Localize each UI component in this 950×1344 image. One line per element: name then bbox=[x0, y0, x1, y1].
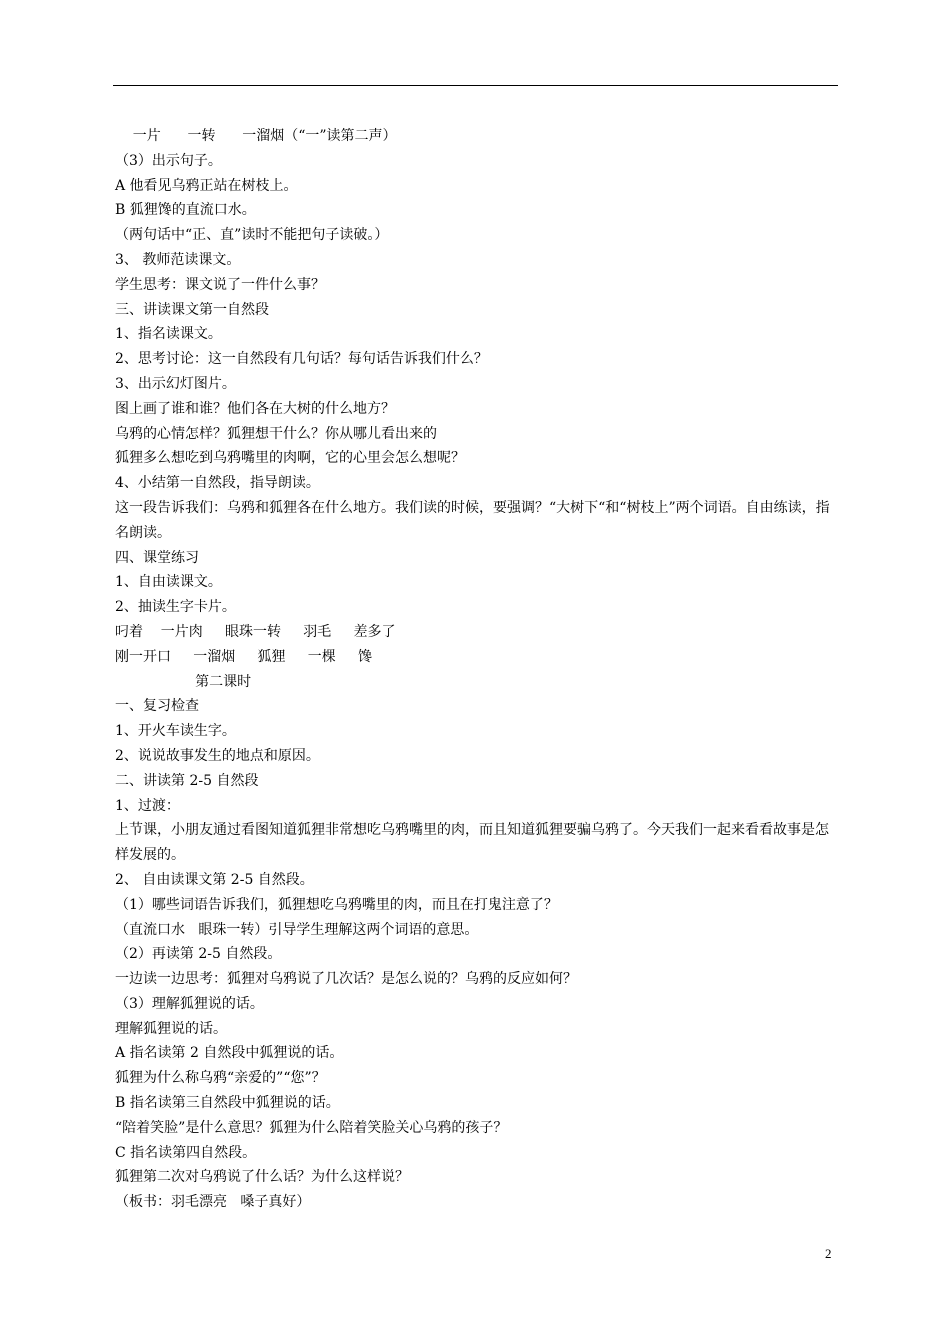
text-line: 2、 自由读课文第 2-5 自然段。 bbox=[115, 871, 314, 888]
text-line: 四、课堂练习 bbox=[115, 549, 199, 566]
text-line: （3）出示句子。 bbox=[115, 152, 222, 169]
text-line: 一、复习检查 bbox=[115, 698, 199, 715]
text-line: 狐狸第二次对乌鸦说了什么话？为什么这样说？ bbox=[115, 1169, 409, 1186]
text-line: 图上画了谁和谁？他们各在大树的什么地方？ bbox=[115, 400, 395, 417]
text-line: 3、 教师范读课文。 bbox=[115, 251, 241, 268]
text-line: 2、抽读生字卡片。 bbox=[115, 599, 236, 616]
text-line: B 指名读第三自然段中狐狸说的话。 bbox=[115, 1095, 340, 1112]
text-line: 这一段告诉我们：乌鸦和狐狸各在什么地方。我们读的时候，要强调？“大树下“和“树枝上”两个词语。自由练读，指名朗读。 bbox=[115, 499, 830, 541]
text-line: 理解狐狸说的话。 bbox=[115, 1020, 227, 1037]
text-line: A 他看见乌鸦正站在树枝上。 bbox=[115, 177, 298, 194]
text-line: （两句话中“正、直”读时不能把句子读破。） bbox=[115, 227, 389, 244]
body-text bbox=[115, 124, 840, 1215]
text-line: 第二课时 bbox=[115, 673, 252, 690]
text-line: 上节课，小朋友通过看图知道狐狸非常想吃乌鸦嘴里的肉，而且知道狐狸要骗乌鸦了。今天我们一起来看看故事是怎样发展的。 bbox=[115, 822, 829, 864]
header-rule bbox=[113, 85, 838, 86]
text-line: 1、过渡： bbox=[115, 797, 180, 814]
text-line: （3）理解狐狸说的话。 bbox=[115, 995, 264, 1012]
text-line: 2、说说故事发生的地点和原因。 bbox=[115, 747, 320, 764]
text-line: 二、讲读第 2-5 自然段 bbox=[115, 772, 259, 789]
text-line: 刚一开口 一溜烟 狐狸 一棵 馋 bbox=[115, 648, 373, 665]
text-line: 1、开火车读生字。 bbox=[115, 723, 236, 740]
text-line: “陪着笑脸”是什么意思？狐狸为什么陪着笑脸关心乌鸦的孩子？ bbox=[115, 1119, 508, 1136]
text-line: 乌鸦的心情怎样？狐狸想干什么？你从哪儿看出来的 bbox=[115, 425, 437, 442]
text-line: 学生思考：课文说了一件什么事？ bbox=[115, 276, 325, 293]
text-line: 2、思考讨论：这一自然段有几句话？每句话告诉我们什么？ bbox=[115, 351, 488, 368]
text-line: 三、讲读课文第一自然段 bbox=[115, 301, 269, 318]
text-line: 叼着 一片肉 眼珠一转 羽毛 差多了 bbox=[115, 623, 396, 640]
text-line: A 指名读第 2 自然段中狐狸说的话。 bbox=[115, 1045, 344, 1062]
text-line: （板书：羽毛漂亮 嗓子真好） bbox=[115, 1194, 311, 1211]
text-line: C 指名读第四自然段。 bbox=[115, 1144, 257, 1161]
text-line: 3、出示幻灯图片。 bbox=[115, 375, 236, 392]
text-line: 狐狸为什么称乌鸦“亲爱的”“您”？ bbox=[115, 1070, 326, 1087]
text-line: 1、指名读课文。 bbox=[115, 326, 222, 343]
text-line: 4、小结第一自然段，指导朗读。 bbox=[115, 475, 320, 492]
text-line: （1）哪些词语告诉我们，狐狸想吃乌鸦嘴里的肉，而且在打鬼注意了？ bbox=[115, 896, 558, 913]
text-line: 一片 一转 一溜烟（“一”读第二声） bbox=[115, 128, 397, 144]
text-line: 1、自由读课文。 bbox=[115, 574, 222, 591]
text-line: （直流口水 眼珠一转）引导学生理解这两个词语的意思。 bbox=[115, 921, 479, 938]
page-number: 2 bbox=[825, 1246, 832, 1261]
text-line: B 狐狸馋的直流口水。 bbox=[115, 202, 256, 219]
text-line: 一边读一边思考：狐狸对乌鸦说了几次话？是怎么说的？乌鸦的反应如何？ bbox=[115, 971, 577, 988]
text-line: 狐狸多么想吃到乌鸦嘴里的肉啊，它的心里会怎么想呢？ bbox=[115, 450, 465, 467]
text-line: （2）再读第 2-5 自然段。 bbox=[115, 946, 282, 963]
